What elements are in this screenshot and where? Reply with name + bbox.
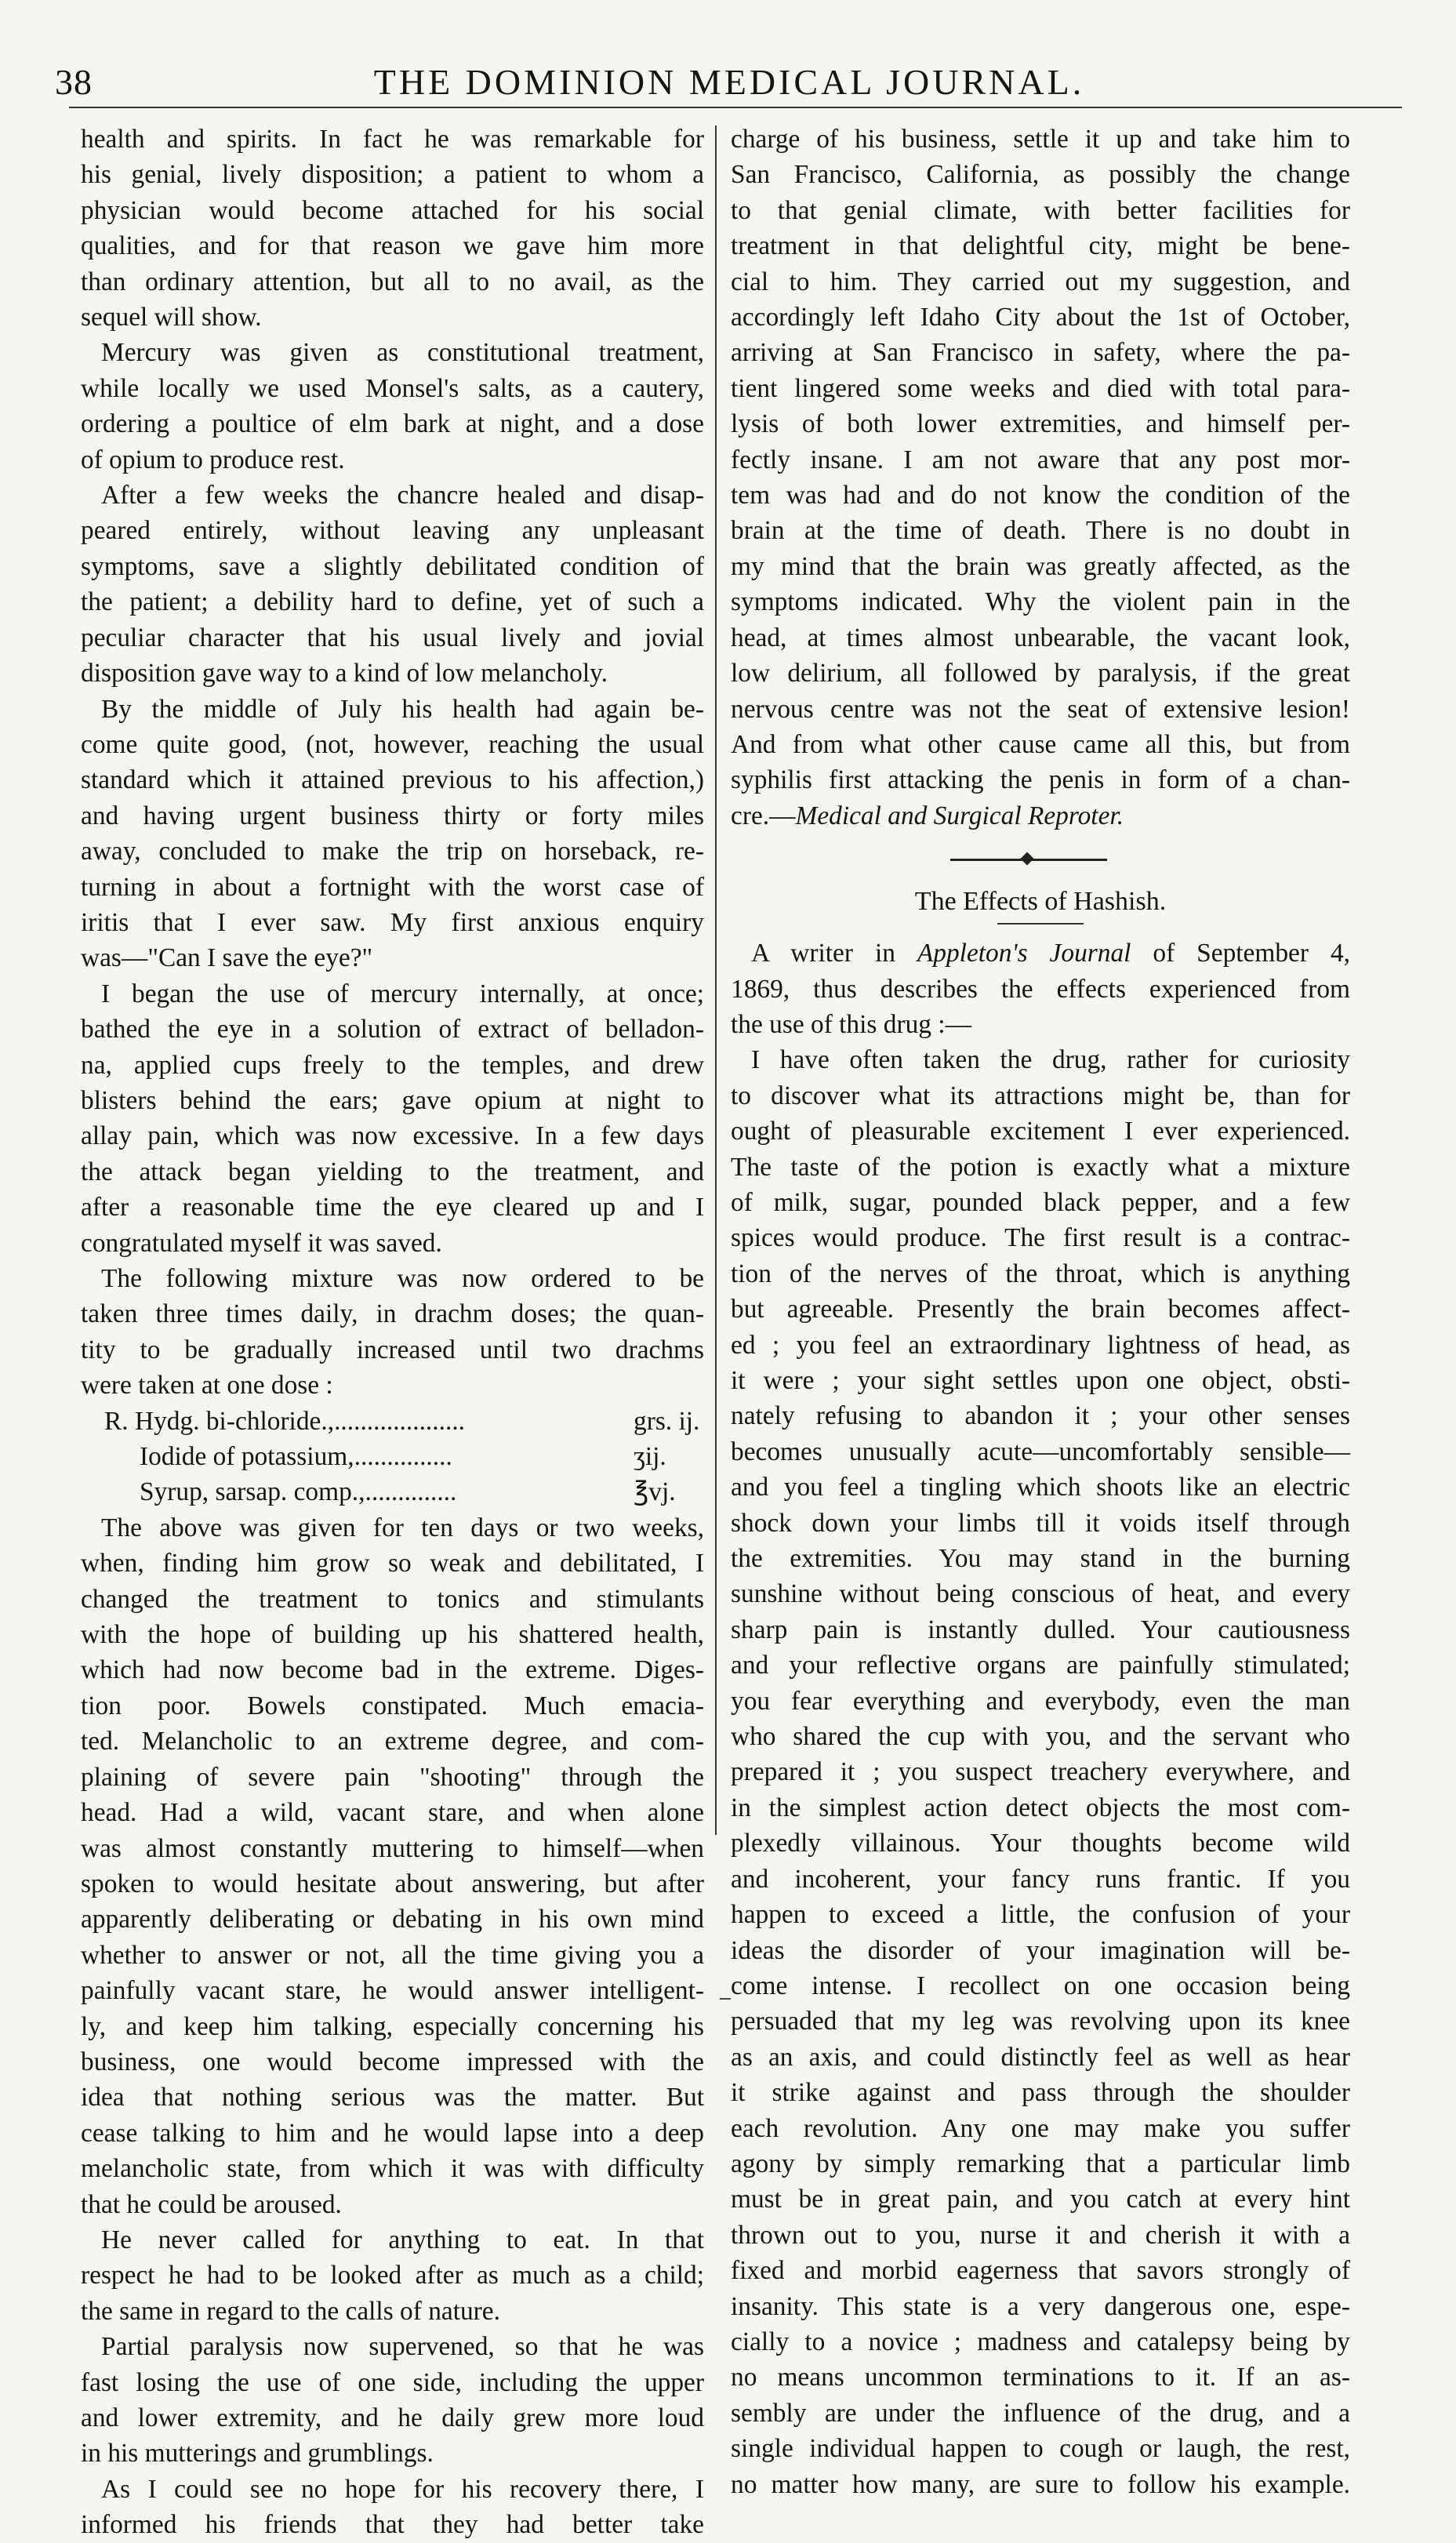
- text-line: after a reasonable time the eye cleared up and I: [81, 1193, 704, 1222]
- text-line: of opium to produce rest.: [81, 445, 345, 474]
- text-line: sharp pain is instantly dulled. Your cautiousness: [731, 1615, 1350, 1644]
- header-rule: [69, 107, 1402, 108]
- text-line: prepared it ; you suspect treachery everywhere, and: [731, 1757, 1350, 1787]
- text-line: I began the use of mercury internally, at once;: [101, 979, 704, 1008]
- text-line: the attack began yielding to the treatment, and: [81, 1157, 704, 1186]
- text-line: and you feel a tingling which shoots like an electric: [731, 1473, 1350, 1502]
- text-line: charge of his business, settle it up and take him to: [731, 125, 1350, 154]
- column-divider: [715, 125, 717, 1835]
- text-line: apparently deliberating or debating in his own mind: [81, 1905, 704, 1934]
- text-line: spoken to would hesitate about answering, but after: [81, 1869, 704, 1898]
- paragraph: [81, 2329, 704, 2472]
- text-line: brain at the time of death. There is no doubt in: [731, 516, 1350, 546]
- text-line: ted. Melancholic to an extreme degree, and com-: [81, 1727, 704, 1756]
- text-line: head. Had a wild, vacant stare, and when alone: [81, 1798, 704, 1828]
- text-line: thrown out to you, nurse it and cherish it with a: [731, 2220, 1350, 2250]
- text-line: in his mutterings and grumblings.: [81, 2439, 434, 2469]
- prescription-leader: ...............: [354, 1442, 452, 1472]
- text-line: health and spirits. In fact he was remarkable for: [81, 125, 704, 154]
- text-line: San Francisco, California, as possibly the change: [731, 160, 1350, 190]
- text-line: to that genial climate, with better facilities for: [731, 195, 1350, 225]
- text-line: which had now become bad in the extreme. Diges-: [81, 1655, 704, 1685]
- prescription-leader: ....................: [334, 1406, 466, 1436]
- text-line: no means uncommon terminations to it. If an as-: [731, 2363, 1350, 2392]
- text-line: respect he had to be looked after as much as a child;: [81, 2261, 704, 2291]
- intro-text: of September 4,: [1131, 939, 1350, 968]
- text-line: but agreeable. Presently the brain becomes affect-: [731, 1295, 1350, 1324]
- text-line: tity to be gradually increased until two drachms: [81, 1335, 704, 1364]
- text-line: symptoms, save a slightly debilitated condition of: [81, 551, 704, 581]
- running-head: THE DOMINION MEDICAL JOURNAL.: [373, 62, 1085, 102]
- prescription: [81, 1404, 704, 1510]
- text-line: head, at times almost unbearable, the vacant look,: [731, 623, 1350, 652]
- title-underline: [997, 923, 1084, 925]
- text-line: the extremities. You may stand in the burning: [731, 1544, 1350, 1574]
- text-line: was almost constantly muttering to himself—when: [81, 1833, 704, 1863]
- text-line: disposition gave way to a kind of low melancholy.: [81, 659, 608, 688]
- text-line: The above was given for ten days or two weeks,: [101, 1513, 704, 1542]
- text-line: The taste of the potion is exactly what a mixture: [731, 1152, 1350, 1182]
- text-line: ideas the disorder of your imagination will be-: [731, 1935, 1350, 1965]
- text-line: away, concluded to make the trip on horseback, re-: [81, 837, 704, 866]
- text-line: ought of pleasurable excitement I ever experienced.: [731, 1117, 1350, 1146]
- text-line: in the simplest action detect objects the most com-: [731, 1793, 1350, 1822]
- text-line: each revolution. Any one may make you suffer: [731, 2113, 1350, 2143]
- text-line: As I could see no hope for his recovery there, I: [101, 2474, 704, 2504]
- text-line: and your reflective organs are painfully stimulated;: [731, 1651, 1350, 1680]
- text-line: cial to him. They carried out my suggestion, and: [731, 267, 1350, 296]
- text-line: when, finding him grow so weak and debilitated, I: [81, 1549, 704, 1578]
- text-line: were taken at one dose :: [81, 1371, 333, 1400]
- ornament-diamond: [1021, 852, 1034, 866]
- text-line: symptoms indicated. Why the violent pain in the: [731, 587, 1350, 617]
- prescription-leader: ..............: [365, 1477, 457, 1507]
- text-line: ly, and keep him talking, especially concerning his: [81, 2011, 704, 2041]
- text-line: shock down your limbs till it voids itself through: [731, 1508, 1350, 1538]
- text-line: painfully vacant stare, he would answer intelligent-: [81, 1976, 704, 2006]
- text-line: agony by simply remarking that a particular limb: [731, 2149, 1350, 2178]
- text-line: informed his friends that they had better take: [81, 2510, 704, 2540]
- text-line: that he could be aroused.: [81, 2189, 342, 2219]
- page-header: [55, 61, 1403, 102]
- citation-source: Medical and Surgical Reproter.: [795, 801, 1124, 830]
- text-line: business, one would become impressed with the: [81, 2047, 704, 2076]
- text-line: low delirium, all followed by paralysis, if the great: [731, 659, 1350, 688]
- text-line: peculiar character that his usual lively and jovial: [81, 623, 704, 652]
- text-line: whether to answer or not, all the time giving you a: [81, 1940, 704, 1970]
- prescription-line: [81, 1404, 704, 1439]
- text-line: treatment in that delightful city, might be bene-: [731, 231, 1350, 261]
- text-line: ed ; you feel an extraordinary lightness of head, as: [731, 1330, 1350, 1360]
- text-line: fixed and morbid eagerness that savors strongly of: [731, 2256, 1350, 2286]
- text-line: Mercury was given as constitutional treatment,: [101, 338, 704, 368]
- text-line: come quite good, (not, however, reaching the usual: [81, 729, 704, 759]
- paragraph: [81, 2222, 704, 2329]
- text-line: and having urgent business thirty or forty miles: [81, 801, 704, 830]
- section-ornament: [731, 845, 1350, 876]
- text-line: no matter how many, are sure to follow his example.: [731, 2469, 1350, 2499]
- text-line: taken three times daily, in drachm doses; the quan-: [81, 1299, 704, 1329]
- text-line: peared entirely, without leaving any unpleasant: [81, 516, 704, 546]
- text-line: my mind that the brain was greatly affected, as the: [731, 551, 1350, 581]
- paragraph: [81, 1510, 704, 2222]
- text-line: persuaded that my leg was revolving upon its knee: [731, 2007, 1350, 2036]
- text-line: And from what other cause came all this, but from: [731, 729, 1350, 759]
- article-title: The Effects of Hashish.: [914, 887, 1167, 917]
- footer-tick: [720, 1998, 731, 2000]
- paragraph: [731, 1042, 1350, 2502]
- text-line: iritis that I ever saw. My first anxious enquiry: [81, 907, 704, 937]
- text-line: melancholic state, from which it was with difficulty: [81, 2154, 704, 2184]
- prescription-dose: ℥vj.: [634, 1477, 676, 1507]
- text-line: accordingly left Idaho City about the 1st of October,: [731, 303, 1350, 332]
- text-line: physician would become attached for his social: [81, 195, 704, 225]
- text-line: tient lingered some weeks and died with total para-: [731, 373, 1350, 403]
- text-line: insanity. This state is a very dangerous one, espe-: [731, 2291, 1350, 2321]
- text-line: who shared the cup with you, and the servant who: [731, 1722, 1350, 1752]
- prescription-dose: ʒij.: [634, 1442, 666, 1472]
- intro-line: 1869, thus describes the effects experienced from: [731, 974, 1350, 1004]
- intro-line: [731, 935, 1350, 971]
- text-line: sunshine without being conscious of heat, and every: [731, 1579, 1350, 1609]
- text-line: come intense. I recollect on one occasion being: [731, 1971, 1350, 2000]
- text-line: turning in about a fortnight with the worst case of: [81, 872, 704, 902]
- text-line: than ordinary attention, but all to no avail, as the: [81, 267, 704, 296]
- text-line: I have often taken the drug, rather for curiosity: [751, 1045, 1350, 1075]
- text-line: single individual happen to cough or laugh, the rest,: [731, 2434, 1350, 2464]
- text-line: the same in regard to the calls of nature.: [81, 2296, 500, 2326]
- text-line: congratulated myself it was saved.: [81, 1228, 442, 1258]
- text-line: his genial, lively disposition; a patient to whom a: [81, 160, 704, 190]
- text-line: plexedly villainous. Your thoughts become wild: [731, 1829, 1350, 1858]
- text-line: tion poor. Bowels constipated. Much emacia-: [81, 1691, 704, 1720]
- text-line: must be in great pain, and you catch at every hint: [731, 2185, 1350, 2214]
- text-line: nervous centre was not the seat of extensive lesion!: [731, 694, 1350, 724]
- text-line: plaining of severe pain "shooting" through the: [81, 1762, 704, 1792]
- paragraph: [81, 335, 704, 478]
- text-line: idea that nothing serious was the matter. But: [81, 2083, 704, 2113]
- text-line: changed the treatment to tonics and stimulants: [81, 1584, 704, 1614]
- text-line: bathed the eye in a solution of extract of belladon-: [81, 1015, 704, 1044]
- text-line: it were ; your sight settles upon one object, obsti-: [731, 1366, 1350, 1395]
- citation-line: [731, 798, 1350, 834]
- text-line: nately refusing to abandon it ; your other senses: [731, 1401, 1350, 1431]
- text-line: becomes unusually acute—uncomfortably sensible—: [731, 1437, 1350, 1466]
- prescription-ingredient: Syrup, sarsap. comp.,: [140, 1477, 365, 1507]
- left-column: [81, 122, 704, 2543]
- text-line: the patient; a debility hard to define, yet of such a: [81, 587, 704, 617]
- paragraph: [81, 122, 704, 335]
- text-line: as an axis, and could distinctly feel as well as hear: [731, 2042, 1350, 2072]
- text-line: was—"Can I save the eye?": [81, 943, 373, 973]
- paragraph: [81, 692, 704, 976]
- prescription-line: [81, 1439, 704, 1474]
- paragraph: [81, 2472, 704, 2543]
- text-line: arriving at San Francisco in safety, where the pa-: [731, 338, 1350, 368]
- text-line: tion of the nerves of the throat, which is anything: [731, 1259, 1350, 1288]
- intro-line: the use of this drug :—: [731, 1009, 971, 1039]
- prescription-line: [81, 1474, 704, 1509]
- page-number: 38: [55, 62, 93, 102]
- paragraph: [81, 478, 704, 691]
- prescription-ingredient: Iodide of potassium,: [140, 1442, 354, 1472]
- text-line: cease talking to him and he would lapse into a deep: [81, 2118, 704, 2148]
- paragraph: [81, 1261, 704, 1404]
- text-line: it strike against and pass through the shoulder: [731, 2078, 1350, 2108]
- text-line: After a few weeks the chancre healed and disap-: [101, 481, 704, 510]
- text-line: sembly are under the influence of the drug, and a: [731, 2398, 1350, 2428]
- prescription-ingredient: R. Hydg. bi-chloride.,: [104, 1406, 335, 1436]
- paragraph-intro: [731, 935, 1350, 1042]
- text-line: Partial paralysis now supervened, so that he was: [101, 2332, 704, 2362]
- text-line: lysis of both lower extremities, and himself per-: [731, 409, 1350, 439]
- text-line: and lower extremity, and he daily grew more loud: [81, 2403, 704, 2432]
- intro-journal-name: Appleton's Journal: [917, 939, 1131, 968]
- text-line: He never called for anything to eat. In that: [101, 2225, 704, 2254]
- text-line: cially to a novice ; madness and catalepsy being by: [731, 2327, 1350, 2356]
- text-line: tem was had and do not know the condition of the: [731, 481, 1350, 510]
- paragraph: [81, 976, 704, 1261]
- text-line: fectly insane. I am not aware that any post mor-: [731, 445, 1350, 474]
- text-line: with the hope of building up his shattered health,: [81, 1620, 704, 1650]
- text-line: fast losing the use of one side, including the upper: [81, 2367, 704, 2397]
- text-line: qualities, and for that reason we gave him more: [81, 231, 704, 261]
- text-line: standard which it attained previous to his affection,): [81, 765, 704, 795]
- text-line: and incoherent, your fancy runs frantic. If you: [731, 1864, 1350, 1894]
- text-line: spices would produce. The first result is a contrac-: [731, 1223, 1350, 1253]
- text-line: ordering a poultice of elm bark at night, and a dose: [81, 409, 704, 439]
- text-line: of milk, sugar, pounded black pepper, and a few: [731, 1187, 1350, 1217]
- text-line: allay pain, which was now excessive. In a few days: [81, 1121, 704, 1151]
- text-line: na, applied cups freely to the temples, and drew: [81, 1050, 704, 1080]
- text-line: happen to exceed a little, the confusion of your: [731, 1900, 1350, 1930]
- text-line: to discover what its attractions might be, than for: [731, 1081, 1350, 1110]
- text-line: syphilis first attacking the penis in form of a chan-: [731, 765, 1350, 795]
- text-line: you fear everything and everybody, even the man: [731, 1686, 1350, 1716]
- text-line: sequel will show.: [81, 303, 262, 332]
- text-line: By the middle of July his health had again be-: [101, 694, 704, 724]
- citation-dash: cre.—: [731, 801, 796, 830]
- text-line: blisters behind the ears; gave opium at night to: [81, 1085, 704, 1115]
- text-line: while locally we used Monsel's salts, as a cautery,: [81, 373, 704, 403]
- prescription-dose: grs. ij.: [634, 1406, 700, 1436]
- paragraph: [731, 122, 1350, 798]
- right-column: [731, 122, 1350, 2502]
- intro-text: A writer in: [751, 939, 917, 968]
- text-line: The following mixture was now ordered to be: [101, 1264, 704, 1293]
